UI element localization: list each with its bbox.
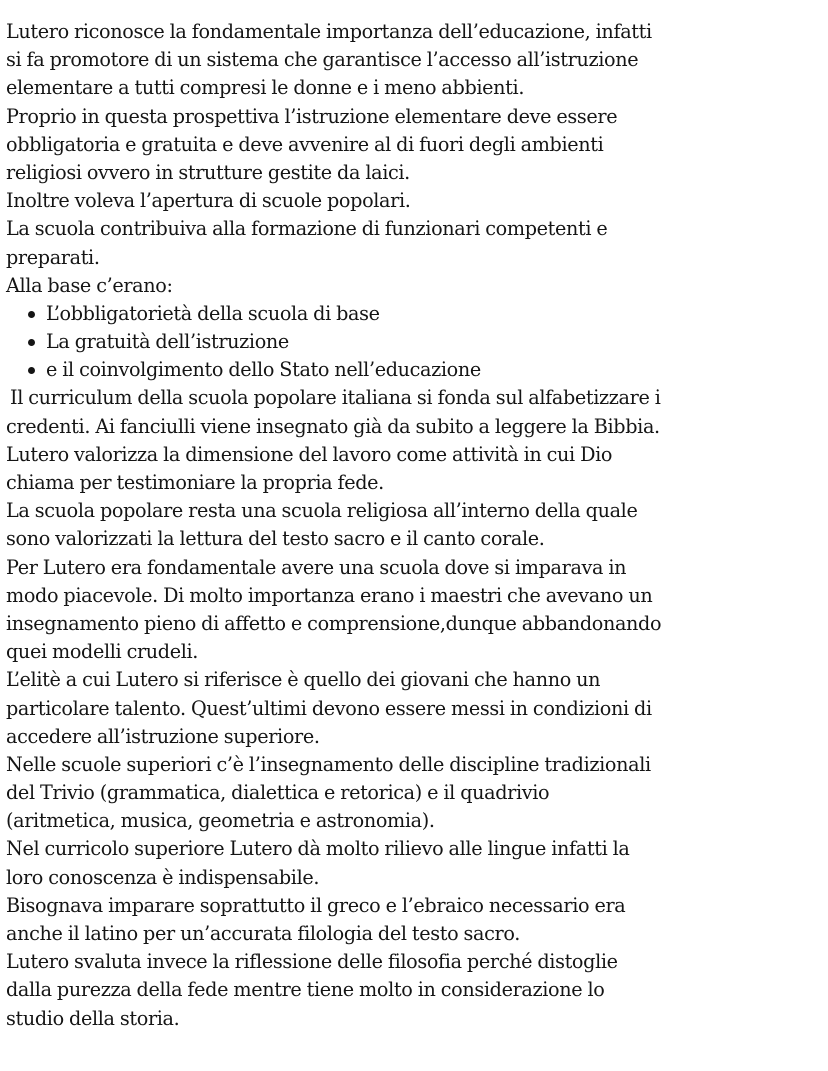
bullet-icon [28, 367, 35, 374]
text-line: sono valorizzati la lettura del testo sacro e il canto corale. [6, 527, 545, 551]
text-line: loro conoscenza è indispensabile. [6, 865, 320, 889]
text-line: La scuola popolare resta una scuola religiosa all’interno della quale [6, 499, 638, 523]
text-line: Il curriculum della scuola popolare italiana si fonda sul alfabetizzare i [10, 386, 661, 410]
text-line: Lutero svaluta invece la riflessione delle filosofia perché distoglie [6, 950, 618, 974]
text-line: L’elitè a cui Lutero si riferisce è quello dei giovani che hanno un [6, 668, 601, 692]
text-line: quei modelli crudeli. [6, 640, 199, 664]
text-line: insegnamento pieno di affetto e comprensione,dunque abbandonando [6, 611, 662, 635]
text-line: anche il latino per un’accurata filologia del testo sacro. [6, 922, 520, 945]
main-text-block [6, 384, 824, 1032]
text-line: particolare talento. Quest’ultimi devono essere messi in condizioni di [6, 696, 652, 720]
text-line: Nelle scuole superiori c’è l’insegnamento delle discipline tradizionali [6, 752, 651, 776]
text-line: obbligatoria e gratuita e deve avvenire al di fuori degli ambienti [6, 132, 604, 156]
text-line: religiosi ovvero in strutture gestite da laici. [6, 160, 410, 184]
list-item-text: e il coinvolgimento dello Stato nell’educazione [46, 358, 481, 382]
text-line: Per Lutero era fondamentale avere una scuola dove si imparava in [6, 555, 627, 579]
intro-text-block [6, 18, 824, 300]
text-line: Proprio in questa prospettiva l’istruzione elementare deve essere [6, 104, 618, 128]
text-line: Lutero riconosce la fondamentale importanza dell’educazione, infatti [6, 20, 652, 43]
text-line: Bisognava imparare soprattutto il greco e l’ebraico necessario era [6, 893, 626, 917]
text-line: (aritmetica, musica, geometria e astronomia). [6, 809, 435, 833]
bullet-list [6, 300, 824, 385]
list-item-text: L’obbligatorietà della scuola di base [46, 301, 380, 325]
text-line: Lutero valorizza la dimensione del lavoro come attività in cui Dio [6, 442, 613, 466]
list-item [6, 328, 824, 356]
document-body [6, 18, 824, 1033]
bullet-icon [28, 311, 35, 318]
text-line: Alla base c’erano: [6, 273, 173, 297]
text-line: modo piacevole. Di molto importanza erano i maestri che avevano un [6, 583, 653, 607]
text-line: si fa promotore di un sistema che garantisce l’accesso all’istruzione [6, 48, 639, 72]
list-item [6, 356, 824, 384]
text-line: accedere all’istruzione superiore. [6, 724, 320, 748]
text-line: chiama per testimoniare la propria fede. [6, 471, 384, 494]
list-item [6, 300, 824, 328]
text-line: Nel curricolo superiore Lutero dà molto rilievo alle lingue infatti la [6, 837, 630, 861]
text-line: dalla purezza della fede mentre tiene molto in considerazione lo [6, 978, 605, 1002]
text-line: credenti. Ai fanciulli viene insegnato già da subito a leggere la Bibbia. [6, 414, 660, 438]
text-line: La scuola contribuiva alla formazione di funzionari competenti e [6, 217, 608, 241]
bullet-icon [28, 339, 35, 346]
text-line: elementare a tutti compresi le donne e i meno abbienti. [6, 76, 525, 100]
list-item-text: La gratuità dell’istruzione [46, 330, 289, 354]
text-line: studio della storia. [6, 1006, 180, 1030]
text-line: del Trivio (grammatica, dialettica e retorica) e il quadrivio [6, 781, 550, 805]
text-line: preparati. [6, 245, 100, 269]
text-line: Inoltre voleva l’apertura di scuole popolari. [6, 189, 411, 213]
